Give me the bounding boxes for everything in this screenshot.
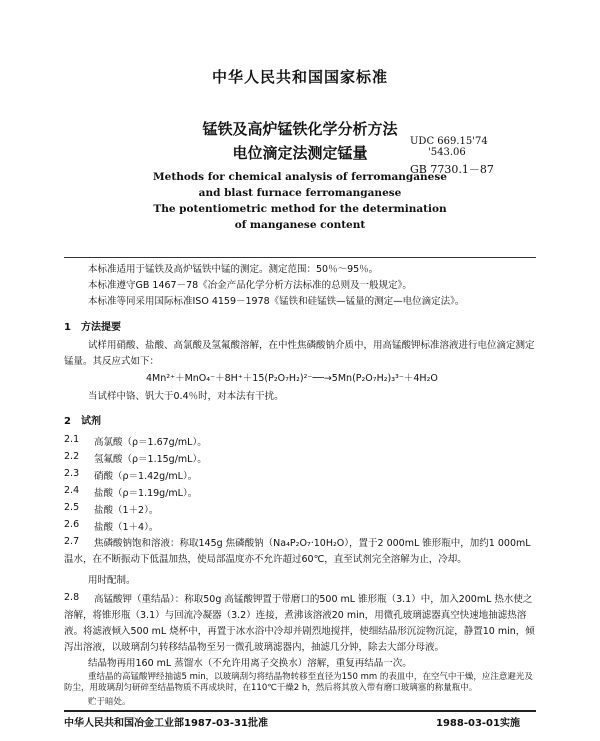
gb-standard-number: GB 7730.1－87: [410, 163, 494, 176]
approval-line: 中华人民共和国冶金工业部1987-03-31批准: [64, 718, 268, 729]
intro-scope: 本标准适用于锰铁及高炉锰铁中锰的测定。测定范围：50％～95％。: [88, 264, 379, 275]
reagent-hydrochloric-acid-1-2: 盐酸（1＋2）。: [94, 505, 159, 516]
reagent-hydrochloric-acid-1-4: 盐酸（1＋4）。: [94, 522, 159, 533]
document-title-line-2: 电位滴定法测定锰量: [232, 144, 368, 162]
reagent-number: 2.2: [64, 451, 80, 462]
udc-line-1: UDC 669.15'74: [410, 136, 488, 147]
reagent-hydrofluoric-acid: 氢氟酸（ρ＝1.15g/mL）。: [94, 454, 207, 465]
reaction-equation: 4Mn²⁺＋MnO₄⁻＋8H⁺＋15(P₂O₇H₂)²⁻──→5Mn(P₂O₇H₂)₃³⁻＋4H₂O: [146, 373, 438, 384]
reagent-number: 2.5: [64, 502, 80, 513]
section-1-principle: 试样用硝酸、盐酸、高氯酸及氢氟酸溶解，在中性焦磷酸钠介质中，用高锰酸钾标准溶液进行电位滴定测定锰量。其反应式如下：: [64, 340, 535, 367]
implementation-date: 1988-03-01实施: [436, 718, 520, 729]
reagent-nitric-acid: 硝酸（ρ＝1.42g/mL）。: [94, 471, 198, 482]
udc-code: [410, 136, 488, 158]
reagent-sodium-pyrophosphate-note: 用时配制。: [88, 575, 136, 586]
reagent-number: 2.3: [64, 468, 80, 479]
footer-divider: [64, 710, 536, 712]
recrystallization-repeat: 结晶物再用160 mL 蒸馏水（不允许用离子交换水）溶解，重复再结晶一次。: [88, 658, 412, 669]
reagent-perchloric-acid: 高氯酸（ρ＝1.67g/mL）。: [94, 437, 207, 448]
document-title-line-1: 锰铁及高炉锰铁化学分析方法: [202, 120, 398, 138]
reagent-number: 2.8: [64, 592, 80, 603]
reagent-potassium-permanganate: 高锰酸钾（重结晶）：称取50g 高锰酸钾置于带磨口的500 mL 锥形瓶（3.1）中，加入200mL 热水使之溶解，将锥形瓶（3.1）与回流冷凝器（3.2）连接，煮沸该溶液20 min，用微孔玻璃滤器真空快速地抽滤热溶液。将滤液倾入500 mL 烧杯中，再置于冰水浴中冷却并剧烈地搅拌，使细结晶形沉淀物沉淀，静置10 min，倾泻出溶液，以玻璃刮匀转移结晶物至另一微孔玻璃滤器内，抽滤几分钟，除去大部分母液。: [64, 594, 535, 653]
reagent-number: 2.7: [64, 536, 80, 547]
english-title-line-3: The potentiometric method for the determination: [153, 203, 447, 215]
storage-note: 贮于暗处。: [88, 697, 131, 707]
reagent-number: 2.4: [64, 485, 80, 496]
english-title-line-2: and blast furnace ferromanganese: [198, 187, 402, 199]
udc-line-2: '543.06: [428, 147, 466, 158]
reagent-sodium-pyrophosphate: 焦磷酸钠饱和溶液：称取145g 焦磷酸钠（Na₄P₂O₇·10H₂O），置于2 000mL 锥形瓶中，加约1 000mL 温水，在不断振动下低温加热，使局部温度亦不允许超过60℃，直至试剂完全溶解为止，冷却。: [64, 538, 531, 565]
interference-note: 当试样中铬、钒大于0.4％时，对本法有干扰。: [88, 391, 284, 402]
english-title-line-4: of manganese content: [234, 219, 366, 231]
header-divider: [64, 257, 536, 258]
section-2-heading: 2 试剂: [64, 416, 101, 427]
drying-procedure: 重结晶的高锰酸钾经抽滤5 min，以玻璃刮匀将结晶物转移至直径为150 mm 的表皿中，在空气中干燥，应注意避光及防尘，用玻璃刮匀研碎至结晶物质不再成块时，在110℃干燥2 h，然后将其放入带有磨口玻璃塞的称量瓶中。: [64, 672, 533, 693]
standard-header: 中华人民共和国国家标准: [211, 68, 388, 86]
intro-compliance: 本标准遵守GB 1467－78《冶金产品化学分析方法标准的总则及一般规定》。: [88, 280, 412, 291]
intro-iso-equivalence: 本标准等同采用国际标准ISO 4159－1978《锰铁和硅锰铁—锰量的测定—电位滴定法》。: [88, 296, 465, 307]
reagent-hydrochloric-acid: 盐酸（ρ＝1.19g/mL）。: [94, 488, 198, 499]
section-1-heading: 1 方法提要: [64, 322, 121, 333]
reagent-number: 2.6: [64, 519, 80, 530]
reagent-number: 2.1: [64, 434, 80, 445]
english-title-line-1: Methods for chemical analysis of ferromanganese: [153, 171, 447, 183]
